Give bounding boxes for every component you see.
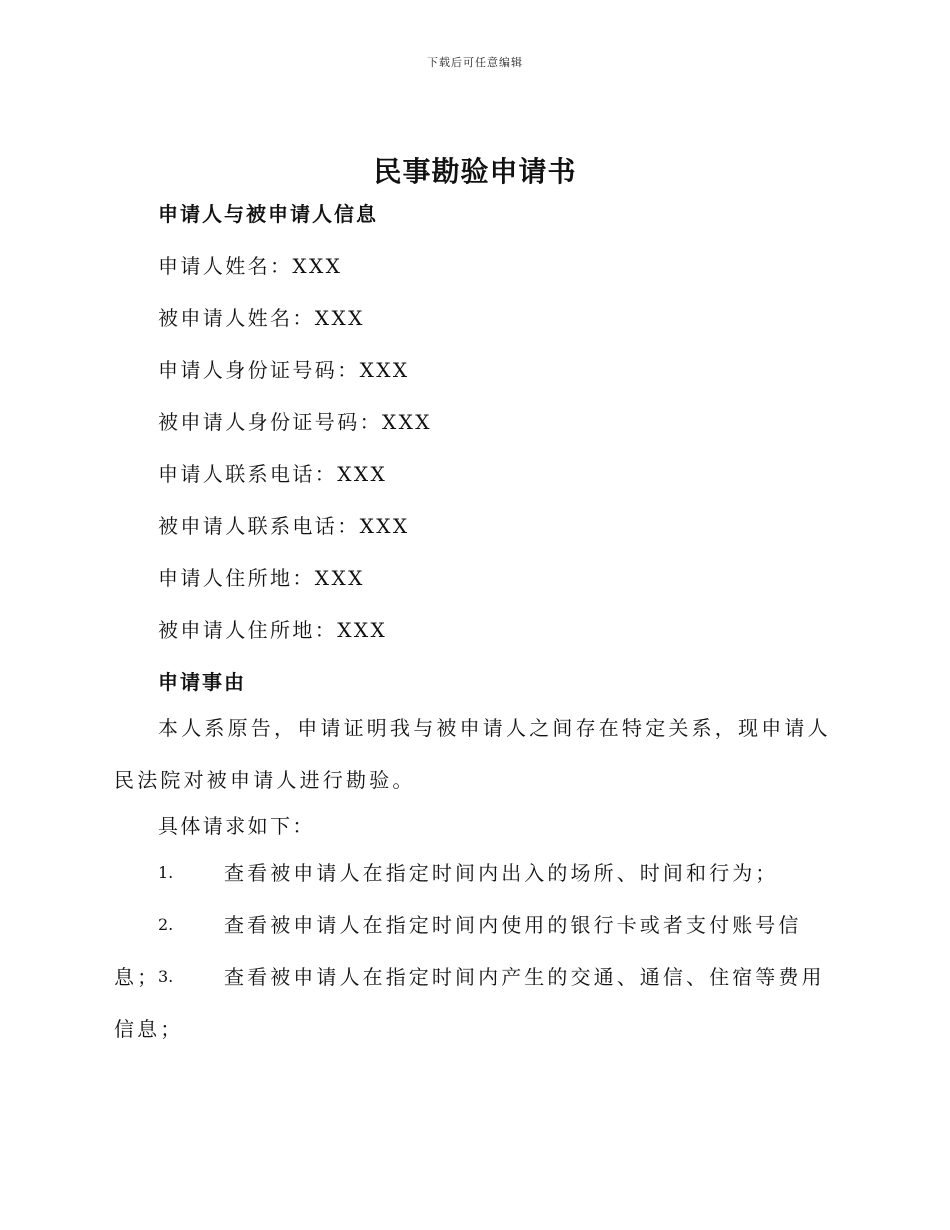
document-title: 民事勘验申请书 xyxy=(373,155,577,188)
field-applicant-id: 申请人身份证号码：XXX xyxy=(158,358,410,382)
field-applicant-phone: 申请人联系电话：XXX xyxy=(158,462,388,486)
field-applicant-address: 申请人住所地：XXX xyxy=(158,566,365,590)
section-heading-reason: 申请事由 xyxy=(158,670,246,694)
list-item xyxy=(114,951,834,1055)
field-applicant-name: 申请人姓名：XXX xyxy=(158,254,343,278)
section-heading-parties: 申请人与被申请人信息 xyxy=(158,202,378,226)
requests-intro: 具体请求如下： xyxy=(158,814,315,838)
list-item-text: 查看被申请人在指定时间内使用的银行卡或者支付账号信息； xyxy=(114,913,802,989)
field-respondent-id: 被申请人身份证号码：XXX xyxy=(158,410,432,434)
list-item-text: 查看被申请人在指定时间内出入的场所、时间和行为； xyxy=(224,861,779,885)
list-item-text: 查看被申请人在指定时间内产生的交通、通信、住宿等费用信息； xyxy=(114,965,825,1041)
reason-paragraph: 本人系原告，申请证明我与被申请人之间存在特定关系，现申请人民法院对被申请人进行勘验。 xyxy=(114,716,831,792)
list-item-number: 1. xyxy=(158,863,174,882)
list-item xyxy=(114,847,834,899)
field-respondent-name: 被申请人姓名：XXX xyxy=(158,306,365,330)
field-respondent-phone: 被申请人联系电话：XXX xyxy=(158,514,410,538)
field-respondent-address: 被申请人住所地：XXX xyxy=(158,618,388,642)
header-note: 下载后可任意编辑 xyxy=(427,56,523,69)
list-item-number: 3. xyxy=(158,967,174,986)
list-item-number: 2. xyxy=(158,915,174,934)
